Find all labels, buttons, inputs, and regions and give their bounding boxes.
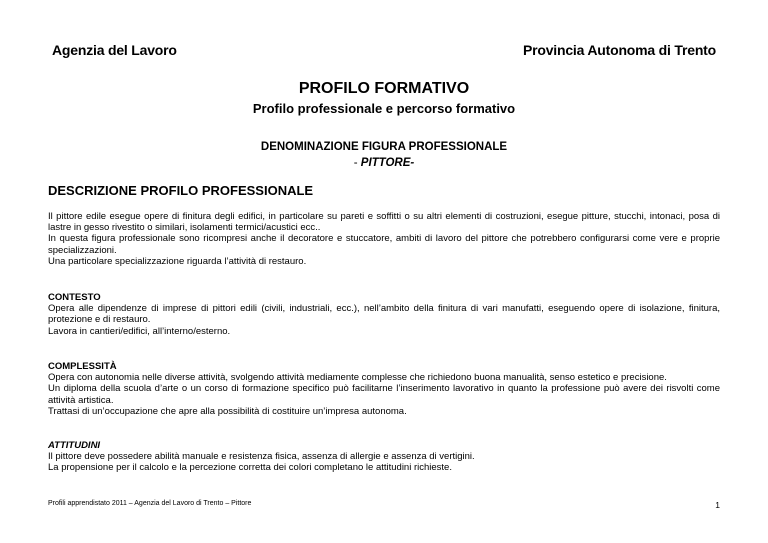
complessita-line: Trattasi di un’occupazione che apre alla possibilità di costituire un’impresa autonoma. (48, 405, 407, 417)
figure-name-line (0, 157, 768, 169)
section-title: DESCRIZIONE PROFILO PROFESSIONALE (48, 183, 314, 198)
denominazione-label: DENOMINAZIONE FIGURA PROFESSIONALE (260, 141, 508, 153)
figure-name: PITTORE- (360, 157, 415, 169)
header-agency: Agenzia del Lavoro (52, 42, 177, 58)
header-province: Provincia Autonoma di Trento (522, 42, 716, 58)
contesto-line: Lavora in cantieri/edifici, all’interno/esterno. (48, 325, 231, 337)
attitudini-block (48, 440, 720, 474)
contesto-heading: CONTESTO (48, 292, 101, 303)
contesto-line: Opera alle dipendenze di imprese di pittori edili (civili, industriali, ecc.), nell’ambito della finitura di vari manufatti, eseguendo opere di isolazione, finitura, protezione e di restauro. (48, 303, 720, 326)
document-subtitle: Profilo professionale e percorso formativo (252, 101, 516, 116)
attitudini-line: La propensione per il calcolo e la percezione corretta dei colori completano le attitudini richieste. (48, 462, 452, 474)
page-footer: Profili apprendistato 2011 – Agenzia del Lavoro di Trento – Pittore (48, 500, 252, 507)
descrizione-paragraph: In questa figura professionale sono ricompresi anche il decoratore e stuccatore, ambiti di lavoro del pittore che potrebbero configurarsi come vere e proprie specializzazioni. (48, 233, 720, 256)
attitudini-heading: ATTITUDINI (48, 440, 101, 451)
descrizione-paragraph: Il pittore edile esegue opere di finitura degli edifici, in particolare su pareti e soffitti o su altri elementi di costruzioni, esegue pitture, stucchi, intonaci, posa di lastre in gesso rivestito o similari, isolamenti termici/acustici ecc.. (48, 211, 720, 234)
complessita-line: Opera con autonomia nelle diverse attività, svolgendo attività mediamente complesse che richiedono buona manualità, senso estetico e precisione. (48, 372, 667, 384)
document-title: PROFILO FORMATIVO (298, 80, 470, 97)
complessita-heading: COMPLESSITÀ (48, 361, 117, 372)
complessita-line: Un diploma della scuola d’arte o un corso di formazione specifico può facilitarne l’inserimento lavorativo in quanto la professione può avere dei risvolti come attività artistica. (48, 383, 720, 406)
descrizione-block (48, 211, 720, 267)
page-number: 1 (715, 500, 720, 510)
figure-dash: - (353, 157, 361, 169)
contesto-block (48, 292, 720, 337)
attitudini-line: Il pittore deve possedere abilità manuale e resistenza fisica, assenza di allergie e assenza di vertigini. (48, 451, 475, 463)
complessita-block (48, 361, 720, 417)
descrizione-paragraph: Una particolare specializzazione riguarda l’attività di restauro. (48, 255, 307, 267)
